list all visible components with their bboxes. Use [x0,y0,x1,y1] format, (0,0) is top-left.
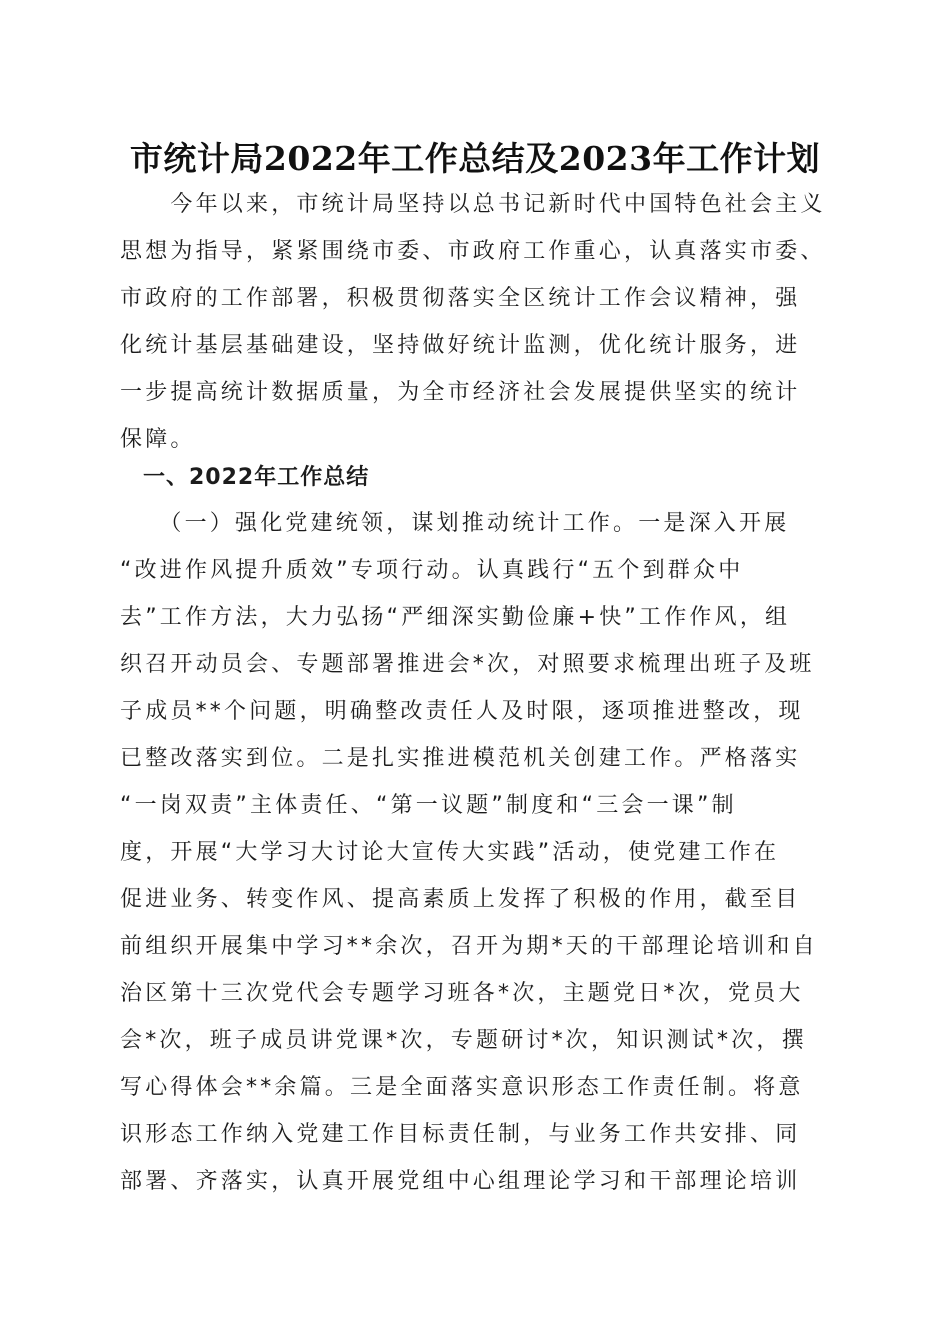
body-line: （一）强化党建统领，谋划推动统计工作。一是深入开展 [120,511,790,536]
body-line: 已整改落实到位。二是扎实推进模范机关创建工作。严格落实 [120,746,801,771]
body-line: 部署、齐落实，认真开展党组中心组理论学习和干部理论培训 [120,1169,801,1194]
body-line: 市政府的工作部署，积极贯彻落实全区统计工作会议精神，强 [120,286,801,311]
body-line: 治区第十三次党代会专题学习班各*次，主题党日*次，党员大 [120,981,804,1006]
body-line: 子成员**个问题，明确整改责任人及时限，逐项推进整改，现 [120,699,804,724]
document-title: 市统计局2022年工作总结及2023年工作计划 [129,139,821,178]
body-line: 前组织开展集中学习**余次，召开为期*天的干部理论培训和自 [120,934,818,959]
body-line: 一步提高统计数据质量，为全市经济社会发展提供坚实的统计 [120,380,801,405]
body-line: 促进业务、转变作风、提高素质上发挥了积极的作用，截至目 [120,887,801,912]
body-line: 去”工作方法，大力弘扬“严细深实勤俭廉+快”工作作风，组 [120,605,791,630]
body-line: 写心得体会**余篇。三是全面落实意识形态工作责任制。将意 [120,1075,804,1100]
body-line: 度，开展“大学习大讨论大宣传大实践”活动，使党建工作在 [120,840,780,865]
section-heading: 一、2022年工作总结 [120,465,370,490]
body-line: “改进作风提升质效”专项行动。认真践行“五个到群众中 [120,558,744,583]
body-line: 织召开动员会、专题部署推进会*次，对照要求梳理出班子及班 [120,652,815,677]
body-line: 化统计基层基础建设，坚持做好统计监测，优化统计服务，进 [120,333,801,358]
body-line: 识形态工作纳入党建工作目标责任制，与业务工作共安排、同 [120,1122,801,1147]
body-line: 今年以来，市统计局坚持以总书记新时代中国特色社会主义 [120,192,826,217]
body-line: 会*次，班子成员讲党课*次，专题研讨*次，知识测试*次，撰 [120,1028,807,1053]
body-line: “一岗双责”主体责任、“第一议题”制度和“三会一课”制 [120,793,737,818]
body-line: 保障。 [120,427,196,452]
body-line: 思想为指导，紧紧围绕市委、市政府工作重心，认真落实市委、 [120,239,826,264]
